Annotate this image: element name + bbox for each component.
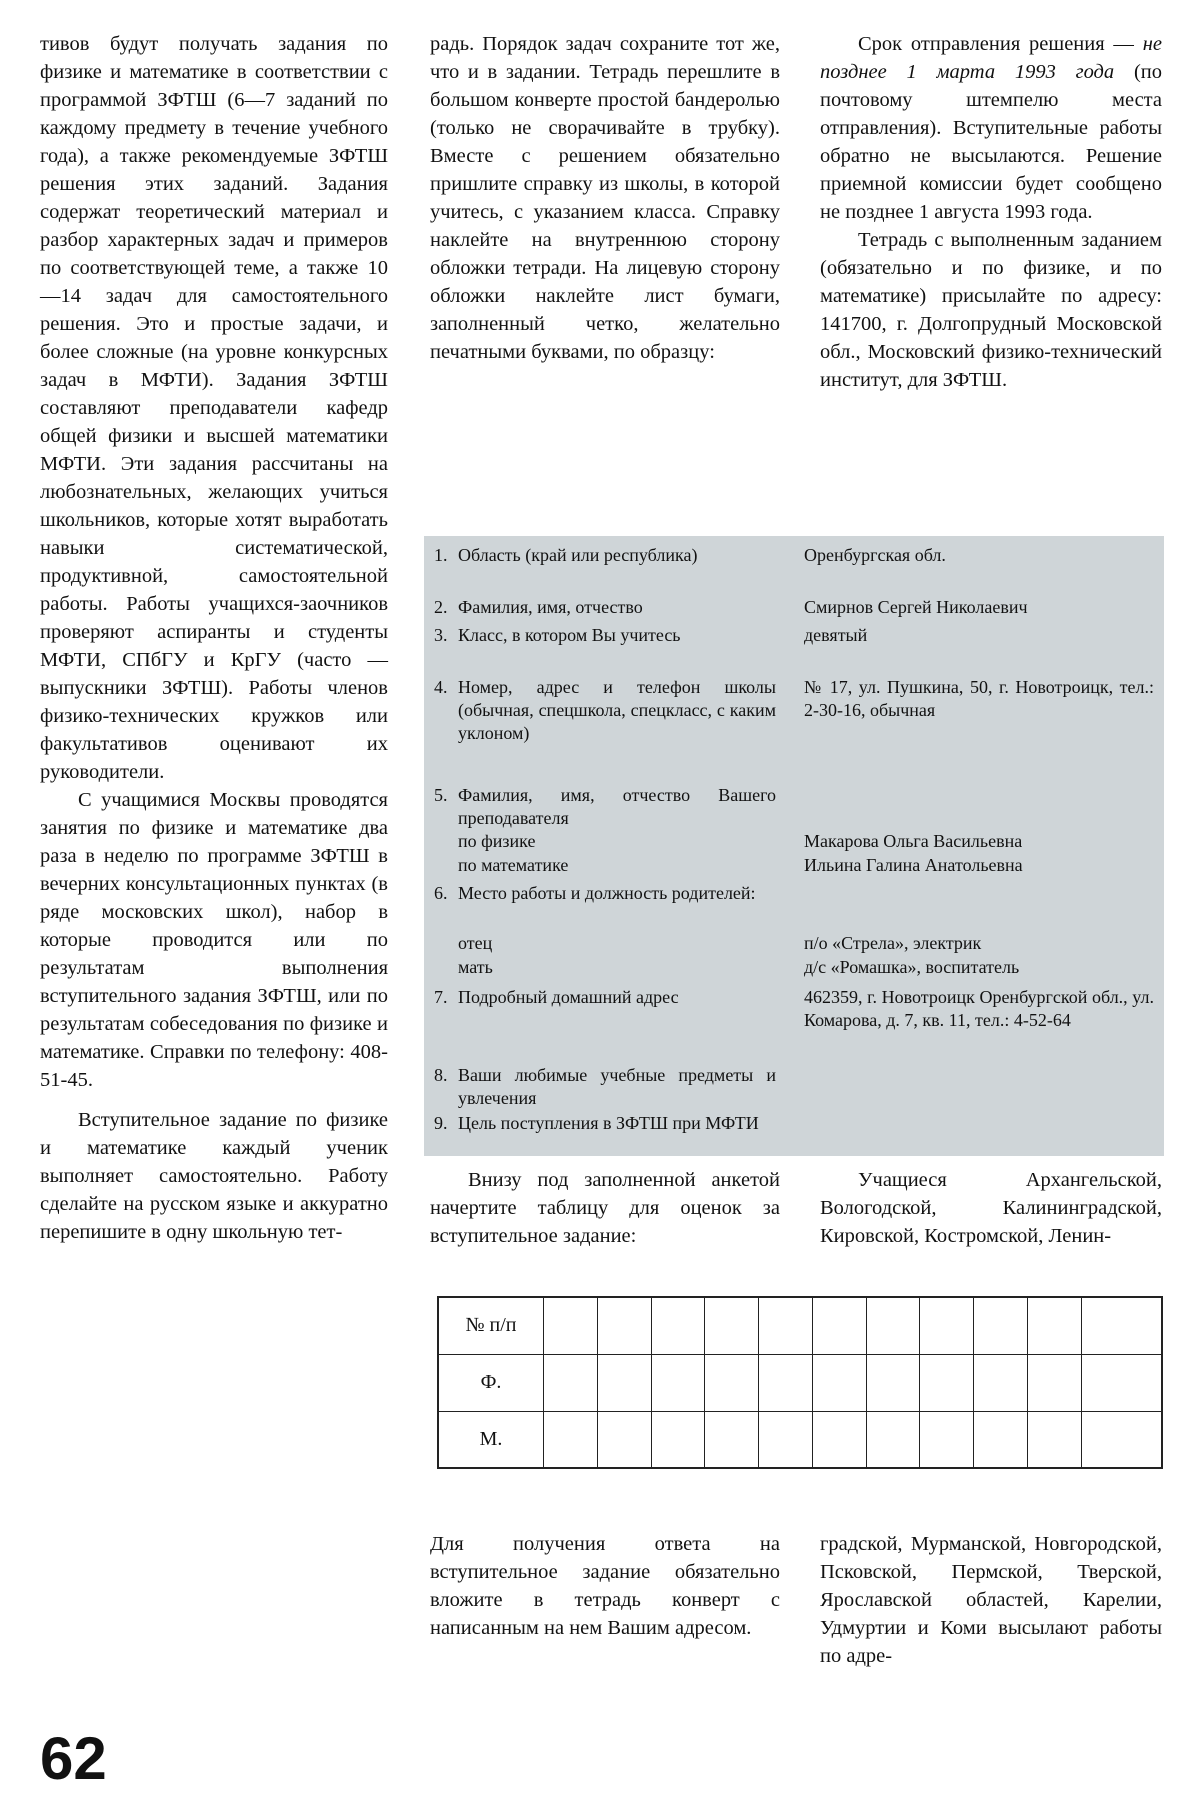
row-header-physics: Ф. [438, 1354, 544, 1411]
column-2-table-intro [430, 1166, 780, 1250]
column-2 [430, 30, 780, 366]
column-3 [820, 30, 1162, 394]
form-answer: п/о «Стрела», электрик [804, 933, 982, 953]
col3-paragraph-1 [820, 30, 1162, 226]
col1-paragraph-1: тивов будут получать задания по физике и математике в соответствии с программой ЗФТШ (6—7 заданий по каждому предмету в течение учебного года), а также рекомендуемые ЗФТШ решения этих заданий. Задания содержат теоретический материал и разбор характерных задач и примеров по соответствующей теме, а также 10—14 задач для самостоятельного решения. Это и простые задачи, и более сложные (на уровне конкурсных задач в МФТИ). Задания ЗФТШ составляют преподаватели кафедр общей физики и высшей математики МФТИ. Эти задания рассчитаны на любознательных, желающих учиться школьников, которые хотят выработать навыки систематической, продуктивной, самостоятельной работы. Работы учащихся-заочников проверяют аспиранты и студенты МФТИ, СПбГУ и КрГУ (часто — выпускники ЗФТШ). Работы членов физико-технических кружков или факультативов оценивают их руководители. [40, 33, 388, 783]
form-question: Номер, адрес и телефон школы (обычная, спецшкола, спецкласс, с каким уклоном) [458, 677, 776, 743]
form-question: Место работы и должность родителей: [458, 883, 756, 903]
column-2-envelope [430, 1530, 780, 1642]
col1-paragraph-2: С учащимися Москвы проводятся занятия по физике и математике два раза в неделю по программе ЗФТШ в вечерних консультационных пунктах (в ряде московских школ), набор в которые проводится или по результатам выполнения вступительного задания ЗФТШ, или по результатам собеседования по физике и математике. Справки по телефону: 408-51-45. [40, 789, 388, 1091]
sample-form: 1. Область (край или республика) Оренбургская обл. 2. Фамилия, имя, отчество Смирнов Сергей Николаевич 3. Класс, в котором Вы учитесь девятый 4. Номер, адрес и телефон школы (обычная, спецшкола, спецкласс, с каким уклоном) № 17, ул. Пушкина, 50, г. Новотроицк, тел.: 2-30-16, обычная 5. Фамилия, имя, отчество Вашего преподавателя по физике Макарова Ольга Васильевна по математике Ильина Галина Анатольевна 6. Место работы и должность родителей: отец п/о «Стрела», электрик мать д/с «Ромашка», воспитатель 7. Подробный домашний адрес 462359, г. Новотроицк Оренбургской обл., ул. Комарова, д. 7, кв. 11, тел.: 4-52-64 8. Ваши любимые учебные предметы и увлечения 9. Цель поступления в ЗФТШ при МФТИ [424, 536, 1164, 1156]
table-row [438, 1354, 1162, 1411]
form-subquestion: по физике [458, 831, 536, 851]
form-answer: Макарова Ольга Васильевна [804, 831, 1023, 851]
envelope-paragraph: Для получения ответа на вступительное задание обязательно вложите в тетрадь конверт с написанным на нем Вашим адресом. [430, 1533, 780, 1639]
form-question: Подробный домашний адрес [458, 987, 679, 1007]
form-answer: девятый [804, 625, 868, 645]
form-question: Ваши любимые учебные предметы и увлечения [458, 1065, 776, 1108]
form-answer: Ильина Галина Анатольевна [804, 855, 1023, 875]
form-subquestion: отец [458, 933, 493, 953]
column-3-regions-continued [820, 1530, 1162, 1670]
regions-continued-paragraph: градской, Мурманской, Новгородской, Псковской, Пермской, Тверской, Ярославской областей, Карелии, Удмуртии и Коми высылают работы по адре- [820, 1533, 1162, 1667]
form-answer: 462359, г. Новотроицк Оренбургской обл., ул. Комарова, д. 7, кв. 11, тел.: 4-52-64 [804, 987, 1154, 1030]
table-instruction: Внизу под заполненной анкетой начертите таблицу для оценок за вступительное задание: [430, 1169, 780, 1247]
form-answer: № 17, ул. Пушкина, 50, г. Новотроицк, тел.: 2-30-16, обычная [804, 677, 1154, 720]
regions-paragraph: Учащиеся Архангельской, Вологодской, Калининградской, Кировской, Костромской, Ленин- [820, 1169, 1162, 1247]
table-row [438, 1411, 1162, 1468]
score-table [437, 1296, 1163, 1469]
form-question: Цель поступления в ЗФТШ при МФТИ [458, 1113, 759, 1133]
form-question: Класс, в котором Вы учитесь [458, 625, 681, 645]
form-answer: Смирнов Сергей Николаевич [804, 597, 1028, 617]
table-row [438, 1297, 1162, 1354]
col1-paragraph-3: Вступительное задание по физике и математике каждый ученик выполняет самостоятельно. Работу сделайте на русском языке и аккуратно перепишите в одну школьную тет- [40, 1109, 388, 1243]
column-3-regions [820, 1166, 1162, 1250]
form-subquestion: мать [458, 957, 493, 977]
col3-paragraph-2: Тетрадь с выполненным заданием (обязательно и по физике, и по математике) присылайте по адресу: 141700, г. Долгопрудный Московской обл., Московский физико-технический институт, для ЗФТШ. [820, 229, 1162, 391]
form-question: Фамилия, имя, отчество Вашего преподавателя [458, 785, 776, 828]
page-number: 62 [40, 1725, 107, 1792]
col2-paragraph-1: радь. Порядок задач сохраните тот же, что и в задании. Тетрадь перешлите в большом конверте простой бандеролью (только не сворачивайте в трубку). Вместе с решением обязательно пришлите справку из школы, в которой учитесь, с указанием класса. Справку наклейте на внутреннюю сторону обложки тетради. На лицевую сторону обложки наклейте лист бумаги, заполненный четко, желательно печатными буквами, по образцу: [430, 33, 780, 363]
row-header-number: № п/п [438, 1297, 544, 1354]
form-answer: Оренбургская обл. [804, 545, 946, 565]
column-1 [40, 30, 388, 1246]
form-answer: д/с «Ромашка», воспитатель [804, 957, 1020, 977]
deadline-date: не позднее 1 марта 1993 года [820, 33, 1162, 83]
deadline-lead: Срок отправления решения — [858, 33, 1143, 55]
form-question: Область (край или республика) [458, 545, 698, 565]
form-question: Фамилия, имя, отчество [458, 597, 643, 617]
deadline-rest: (по почтовому штемпелю места отправления). Вступительные работы обратно не высылаются. Решение приемной комиссии будет сообщено не позднее 1 августа 1993 года. [820, 61, 1162, 223]
row-header-math: М. [438, 1411, 544, 1468]
form-subquestion: по математике [458, 855, 569, 875]
